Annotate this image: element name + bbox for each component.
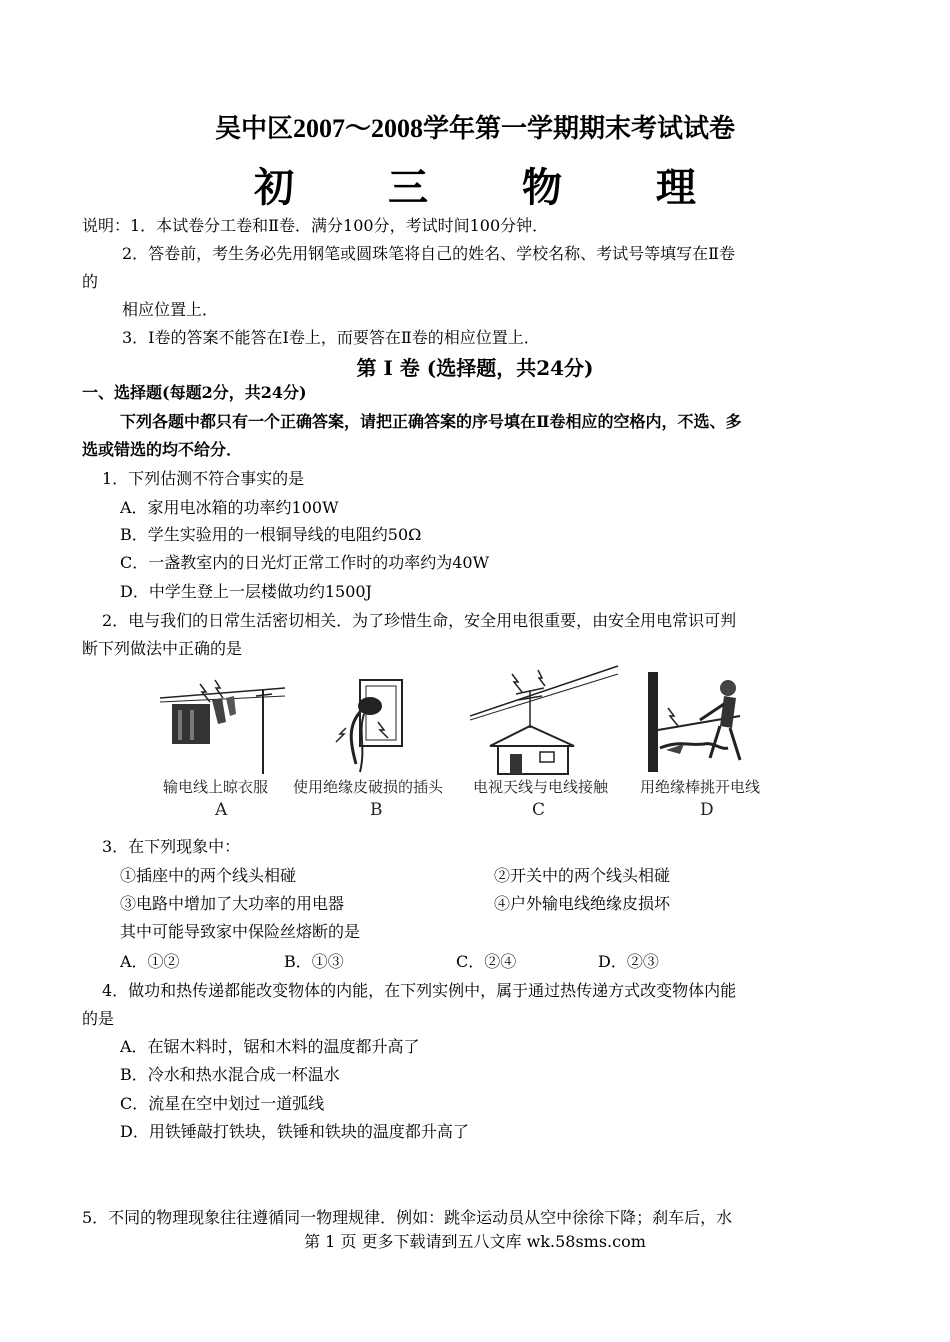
figure-d-letter: D	[700, 800, 714, 820]
q3-item-4: ④户外输电线绝缘皮损坏	[494, 894, 671, 913]
figure-c-illustration	[470, 660, 620, 776]
q4-option-d: D．用铁锤敲打铁块，铁锤和铁块的温度都升高了	[120, 1122, 469, 1141]
q3-option-d: D．②③	[598, 952, 659, 971]
q3-item-1: ①插座中的两个线头相碰	[120, 866, 297, 885]
q3-item-2: ②开关中的两个线头相碰	[494, 866, 671, 885]
volume-heading: 第 Ⅰ 卷 (选择题，共24分)	[356, 356, 594, 380]
instruction-line-2-cont: 相应位置上．	[122, 300, 219, 319]
q4-stem-line-2: 的是	[82, 1009, 115, 1028]
q3-option-b: B．①③	[284, 952, 344, 971]
figure-c-letter: C	[532, 800, 546, 820]
section-note-line-1: 下列各题中都只有一个正确答案，请把正确答案的序号填在Ⅱ卷相应的空格内，不选、多	[120, 412, 742, 431]
q4-option-b: B．冷水和热水混合成一杯温水	[120, 1065, 340, 1084]
figure-b-illustration	[320, 676, 420, 776]
page-footer: 第 1 页 更多下载请到五八文库 wk.58sms.com	[304, 1232, 646, 1251]
instruction-line-2-wrap: 的	[82, 272, 99, 291]
section-heading: 一、选择题(每题2分，共24分)	[82, 383, 307, 402]
figure-b-caption: 使用绝缘皮破损的插头	[293, 778, 444, 796]
q2-stem-line-2: 断下列做法中正确的是	[82, 639, 243, 658]
figure-a-letter: A	[215, 800, 228, 820]
q3-item-3: ③电路中增加了大功率的用电器	[120, 894, 345, 913]
figure-c-caption: 电视天线与电线接触	[473, 778, 609, 796]
figure-b-letter: B	[370, 800, 383, 820]
figure-a-illustration	[160, 676, 290, 776]
section-note-line-2: 选或错选的均不给分．	[82, 440, 243, 459]
exam-title: 吴中区2007～2008学年第一学期期末考试试卷	[214, 114, 735, 143]
q2-stem-line-1: 2．电与我们的日常生活密切相关．为了珍惜生命，安全用电很重要，由安全用电常识可判	[102, 611, 737, 630]
q3-stem: 3．在下列现象中：	[102, 837, 241, 856]
figure-a-caption: 输电线上晾衣服	[163, 778, 269, 796]
figure-d-caption: 用绝缘棒挑开电线	[640, 778, 761, 796]
figure-d-illustration	[640, 668, 780, 776]
q3-option-c: C．②④	[456, 952, 517, 971]
instruction-line-2: 2．答卷前，考生务必先用钢笔或圆珠笔将自己的姓名、学校名称、考试号等填写在Ⅱ卷	[122, 244, 736, 263]
q3-question: 其中可能导致家中保险丝熔断的是	[120, 922, 361, 941]
q4-option-a: A．在锯木料时，锯和木料的温度都升高了	[120, 1037, 420, 1056]
instruction-line-1: 说明：1．本试卷分工卷和Ⅱ卷．满分100分，考试时间100分钟．	[82, 216, 549, 235]
q1-option-c: C．一盏教室内的日光灯正常工作时的功率约为40W	[120, 553, 490, 572]
q1-option-b: B．学生实验用的一根铜导线的电阻约50Ω	[120, 525, 422, 544]
q4-option-c: C．流星在空中划过一道弧线	[120, 1094, 325, 1113]
subject-title: 初 三 物 理	[254, 164, 736, 211]
q5-stem-line-1: 5．不同的物理现象往往遵循同一物理规律．例如：跳伞运动员从空中徐徐下降；刹车后，水	[82, 1208, 733, 1227]
instruction-line-3: 3．I卷的答案不能答在I卷上，而要答在Ⅱ卷的相应位置上．	[122, 328, 540, 347]
q4-stem-line-1: 4．做功和热传递都能改变物体的内能，在下列实例中，属于通过热传递方式改变物体内能	[102, 981, 737, 1000]
q1-option-a: A．家用电冰箱的功率约100W	[120, 498, 339, 517]
q3-option-a: A．①②	[120, 952, 180, 971]
q1-stem: 1．下列估测不符合事实的是	[102, 469, 305, 488]
q1-option-d: D．中学生登上一层楼做功约1500J	[120, 582, 372, 601]
